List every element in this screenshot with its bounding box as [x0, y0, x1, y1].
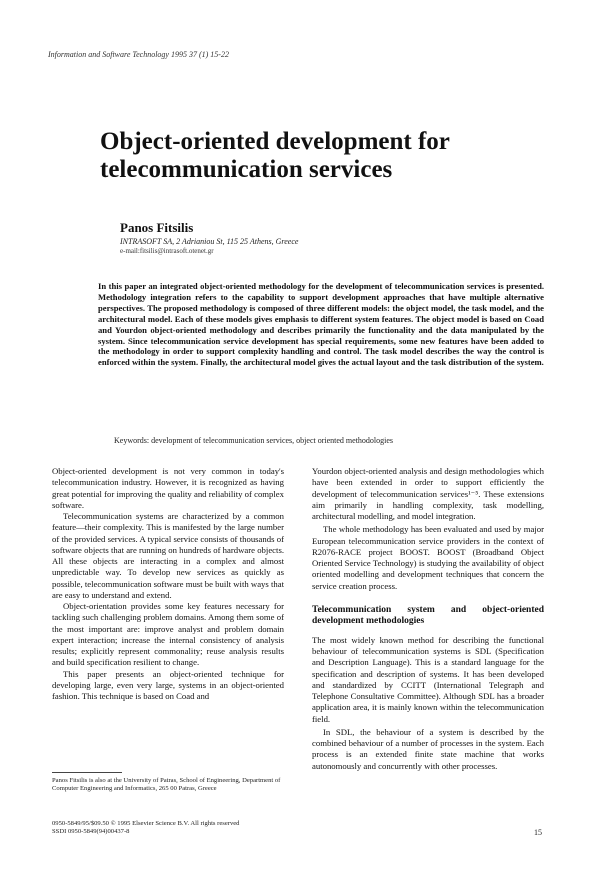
- paragraph: The whole methodology has been evaluated and used by major European telecommunication service providers in the context of R2076-RACE project BOOST. BOOST (Broadband Object Oriented Service Technology) is studying the availability of object oriented modelling and development techniques that concern the service creation process.: [312, 524, 544, 591]
- keywords: Keywords: development of telecommunication services, object oriented methodologies: [114, 436, 394, 445]
- footnote: Panos Fitsilis is also at the University of Patras, School of Engineering, Department of Computer Engineering and Informatics, 265 00 Patras, Greece: [52, 777, 281, 792]
- author-email: e-mail:fitsilis@intrasoft.otenet.gr: [120, 247, 214, 255]
- footnote-rule: [52, 772, 122, 773]
- paragraph: The most widely known method for describing the functional behaviour of telecommunication systems is SDL (Specification and Description Language). This is a standard language for the specification and description of systems. It has been developed and standardized by CCITT (International Telegraph and Telephone Consultative Committee). Although SDL has a broader application area, it is mainly known within the telecommunication field.: [312, 634, 544, 724]
- paragraph: Object-orientation provides some key features necessary for tackling such challenging problem domains. Among them some of the most important are: improve analyst and problem domain expert interaction; increase the internal consistency of analysis results; explicitly represent commonality; reuse analysis results and build specification resilient to change.: [52, 601, 284, 668]
- copyright-notice: [52, 820, 352, 836]
- author-name: Panos Fitsilis: [120, 220, 194, 235]
- section-heading: Telecommunication system and object-oriented development methodologies: [312, 604, 544, 626]
- paragraph: Yourdon object-oriented analysis and design methodologies which have been extended in order to support efficiently the development of telecommunication services¹⁻⁵. These extensions aim primarily in handling complexity, task modelling, architectural modelling, and model integration.: [312, 466, 544, 521]
- ssdi-line: SSDI 0950-5849(94)00437-8: [52, 828, 130, 835]
- page-number: 15: [534, 828, 542, 837]
- journal-citation: Information and Software Technology 1995 37 (1) 15-22: [48, 50, 229, 59]
- author-affiliation: INTRASOFT SA, 2 Adrianiou St, 115 25 Athens, Greece: [120, 237, 299, 246]
- abstract: In this paper an integrated object-oriented methodology for the development of telecommunication services is presented. Methodology integration refers to the capability to support development approaches that have multiple alternative perspectives. The proposed methodology is composed of three different models: the object model, the task model, and the architectural model. Each of these models gives emphasis to different system features. The object model is based on Coad and Yourdon object-oriented methodology and describes primarily the functionality and the data manipulated by the system. Since telecommunication service development has special requirements, some new features have been added to the methodology in order to support complexity handling and control. The task model describes the way the control is enforced within the system. Finally, the architectural model gives the actual layout and the task distribution of the system.: [98, 281, 544, 368]
- copyright-line: 0950-5849/95/$09.50 © 1995 Elsevier Science B.V. All rights reserved: [52, 820, 240, 827]
- paragraph: Telecommunication systems are characterized by a common feature—their complexity. This is manifested by the large number of the provided services. A typical service consists of thousands of software objects that are running on hundreds of hardware objects. All these objects are interacting in a complex and almost unpredictable way. To develop new services as quickly as possible, telecommunication software must be built with ways that are easy to understand and extend.: [52, 511, 284, 600]
- body-column-right: [312, 466, 544, 772]
- paragraph: Object-oriented development is not very common in today's telecommunication industry. However, it is recognized as having great potential for improving the quality and reliability of complex software.: [52, 466, 284, 510]
- paper-title: Object-oriented development for telecommunication services: [100, 128, 450, 183]
- paragraph: In SDL, the behaviour of a system is described by the combined behaviour of a number of processes in the system. Each process is an extended finite state machine that works autonomously and concurrently with other processes.: [312, 726, 544, 771]
- body-column-left: [52, 466, 284, 702]
- paragraph: This paper presents an object-oriented technique for developing large, even very large, systems in an object-oriented fashion. This technique is based on Coad and: [52, 668, 284, 701]
